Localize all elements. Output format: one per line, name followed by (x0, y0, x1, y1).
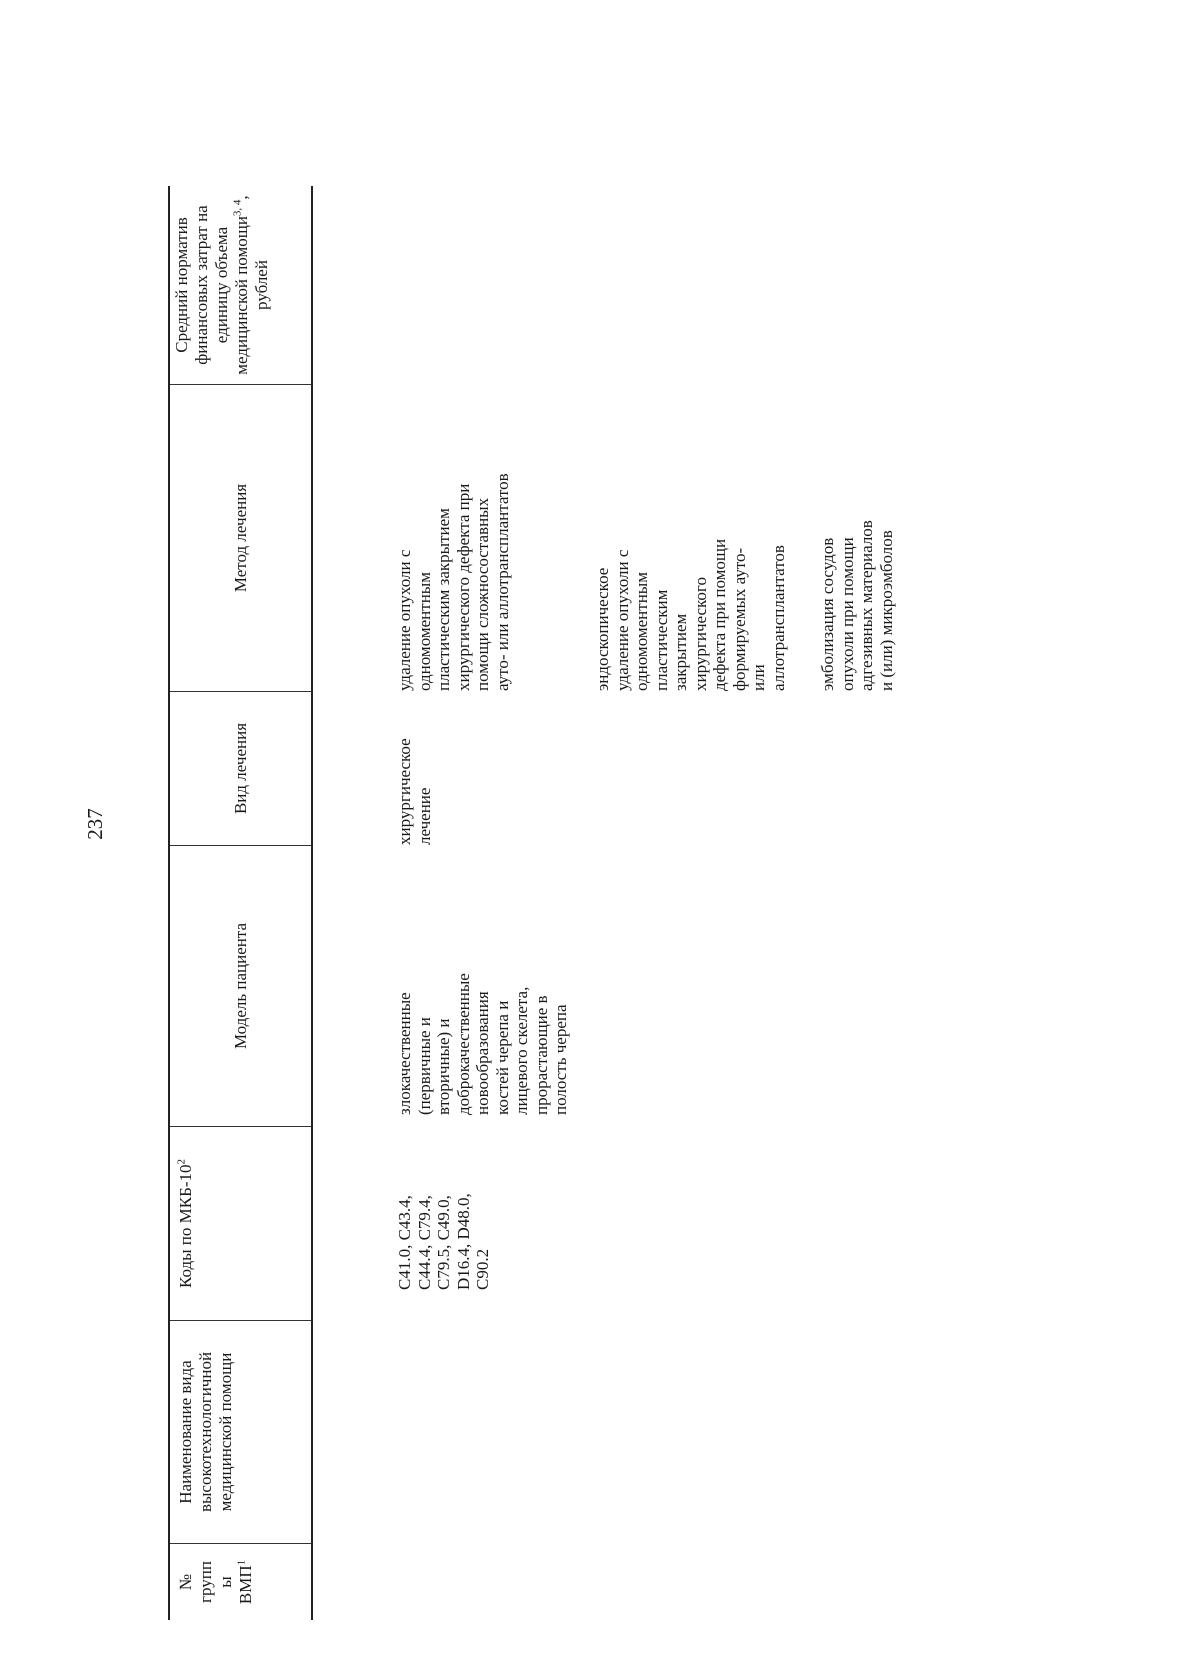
cell-model: злокачественные (первичные и вторичные) и доброкачественные новообразования костей черепа и лицевого скелета, прорастающие в полость черепа (395, 973, 570, 1115)
header-group-number-sup: 1 (235, 1559, 248, 1566)
header-codes-sup: 2 (175, 1158, 188, 1165)
header-group-number-line4: ВМП (236, 1565, 255, 1605)
header-codes: Коды по МКБ-$10^2$ (170, 1126, 311, 1320)
cell-method-2: эндоскопическое удаление опухоли с одномоментным пластическим закрытием хирургического дефекта при помощи формируемых ауто- или аллотрансплантатов (593, 538, 788, 691)
header-name: Наименование вида высокотехнологичной медицинской помощи (170, 1320, 311, 1543)
table-header-row (168, 186, 313, 1620)
cell-method-1: удаление опухоли с одномоментным пластическим закрытием хирургического дефекта при помощи сложносоставных ауто- или аллотрансплантатов (395, 473, 512, 691)
header-model: Модель пациента (170, 845, 311, 1126)
header-method: Метод лечения (170, 384, 311, 691)
header-group-number (170, 1543, 311, 1620)
header-group-number-line1: № (176, 1573, 195, 1591)
header-cost-sup: 3, 4 (231, 199, 244, 217)
header-cost: Средний норматив финансовых затрат на единицу объема медицинской помощи$^{3, 4}$, рублей (172, 195, 271, 375)
cell-method-3: эмболизация сосудов опухоли при помощи адгезивных материалов и (или) микроэмболов (818, 520, 896, 691)
table-body (313, 186, 1073, 1620)
header-kind: Вид лечения (170, 691, 311, 845)
page-number: 237 (83, 808, 107, 840)
cell-kind: хирургическое лечение (395, 738, 434, 845)
header-group-number-line3: ы (216, 1576, 235, 1588)
header-group-number-line2: групп (196, 1561, 215, 1603)
rotated-table (168, 186, 1073, 1620)
cell-codes: C41.0, C43.4, C44.4, C79.4, C79.5, C49.0, D16.4, D48.0, C90.2 (395, 1193, 492, 1290)
